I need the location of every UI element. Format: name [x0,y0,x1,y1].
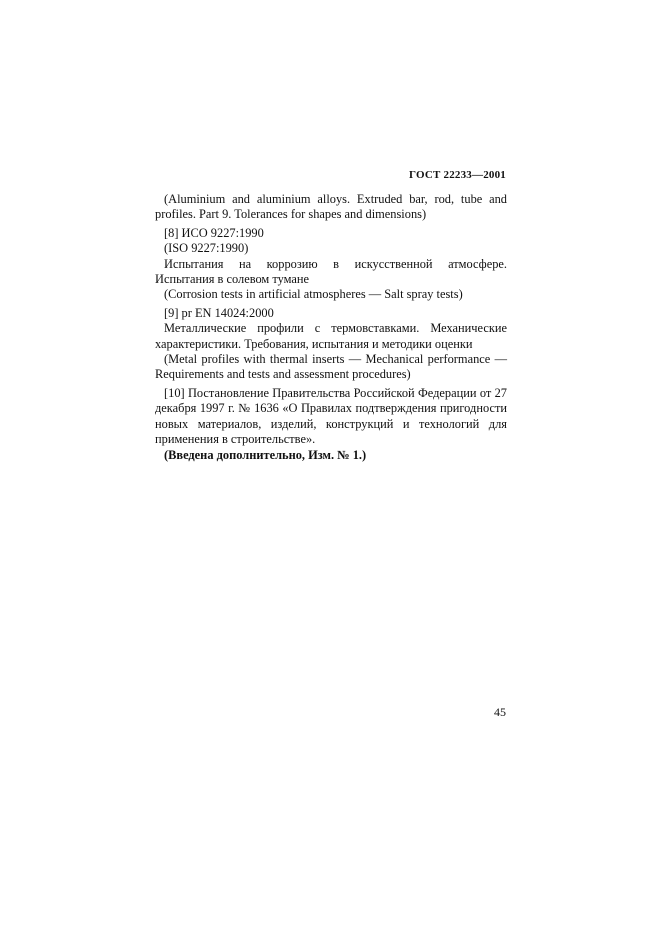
page-header-standard: ГОСТ 22233—2001 [409,169,506,181]
reference-10-text: [10] Постановление Правительства Российской Федерации от 27 декабря 1997 г. № 1636 «О Правилах подтверждения пригодности новых материалов, изделий, конструкций и технологий для применения в строительстве». [155,385,507,447]
amendment-note: (Введена дополнительно, Изм. № 1.) [164,447,367,462]
reference-8-number: [8] ИСО 9227:1990 [164,225,264,240]
page-number: 45 [494,705,506,719]
reference-7-english-title: (Aluminium and aluminium alloys. Extruded bar, rod, tube and profiles. Part 9. Tolerances for shapes and dimensions) [155,192,507,222]
reference-9-number: [9] pr EN 14024:2000 [164,305,274,320]
document-body [155,192,507,463]
reference-9-russian-title: Металлические профили с термовставками. Механические характеристики. Требования, испытания и методики оценки [155,321,507,351]
reference-9-english-title: (Metal profiles with thermal inserts — Mechanical performance — Requirements and tests and assessment procedures) [155,352,507,382]
reference-8-english-title: (Corrosion tests in artificial atmospheres — Salt spray tests) [164,287,463,302]
reference-8-iso: (ISO 9227:1990) [164,241,249,256]
reference-8-russian-title: Испытания на коррозию в искусственной атмосфере. Испытания в солевом тумане [155,256,507,287]
